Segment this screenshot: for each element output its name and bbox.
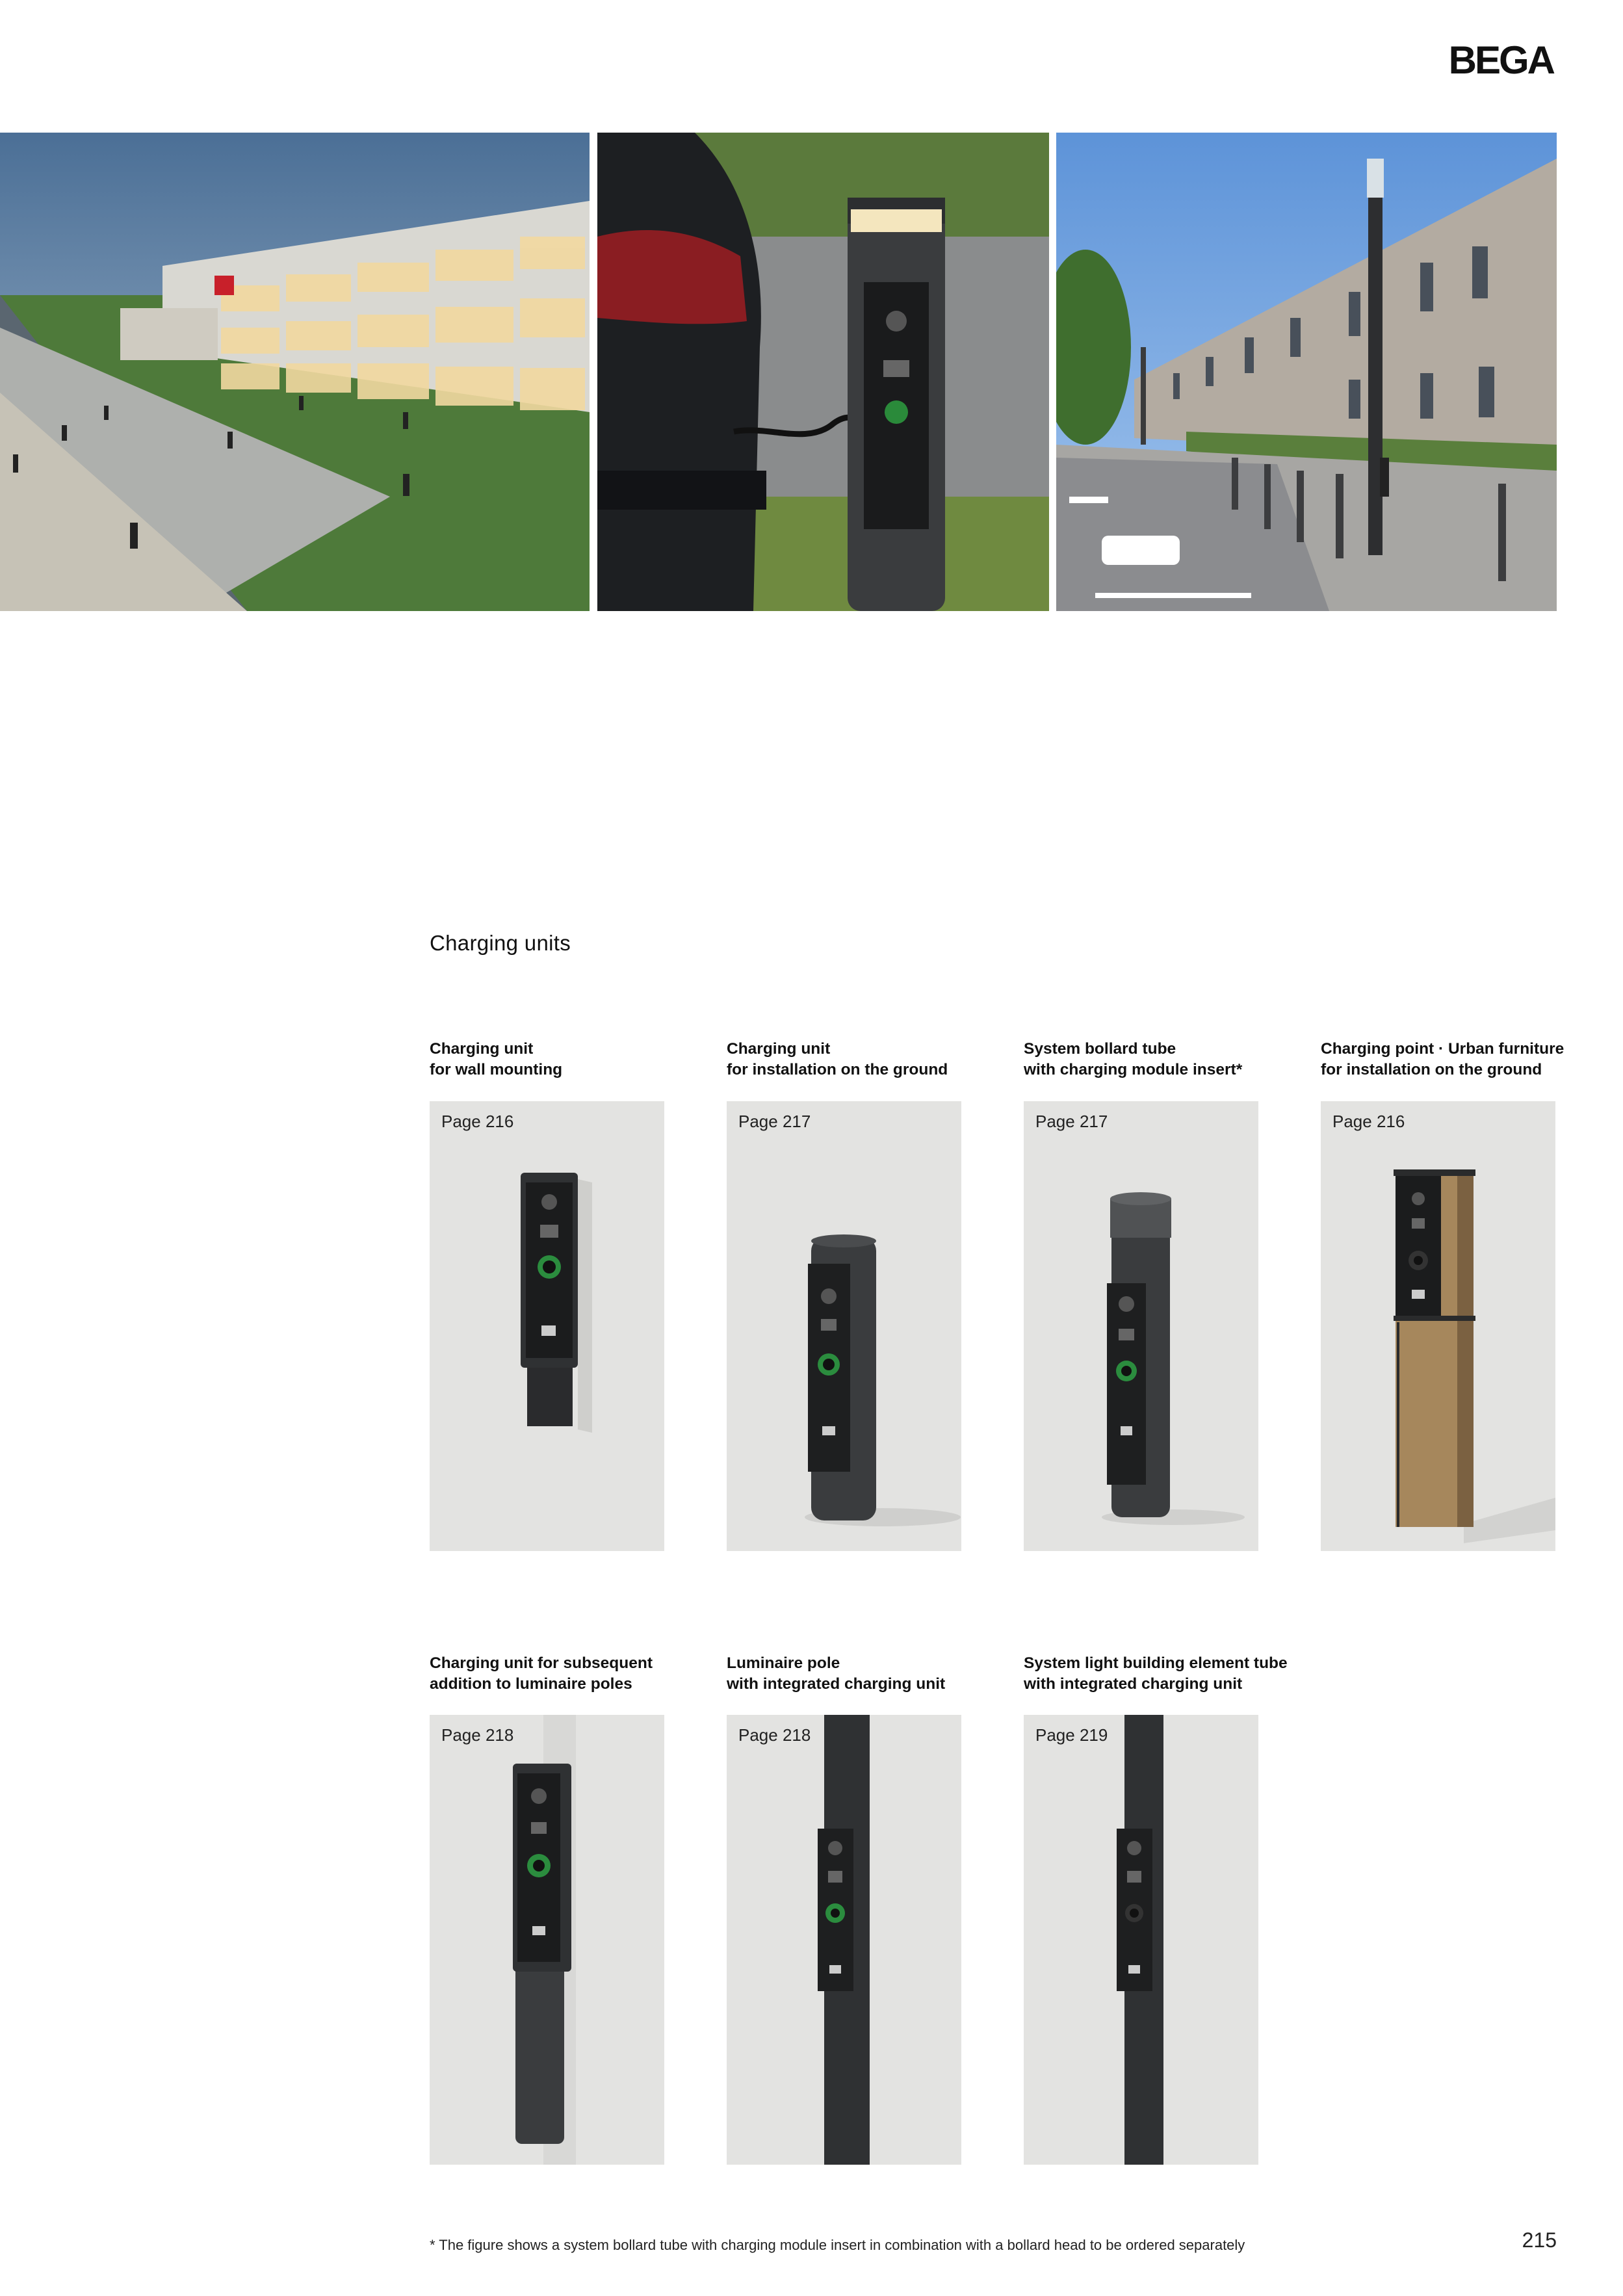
product-title-line: addition to luminaire poles <box>430 1675 632 1693</box>
product-card-luminaire-pole[interactable] <box>727 1715 961 2165</box>
page-reference[interactable]: Page 216 <box>441 1112 514 1131</box>
product-card-bollard-tube[interactable] <box>1024 1101 1258 1551</box>
page-reference[interactable]: Page 218 <box>441 1725 514 1745</box>
section-title: Charging units <box>430 931 571 955</box>
product-title-line: Charging point · Urban furniture <box>1321 1040 1565 1058</box>
page-reference[interactable]: Page 217 <box>1035 1112 1108 1131</box>
product-title-wall-mounting <box>430 1039 703 1080</box>
product-title-line: for wall mounting <box>430 1061 563 1078</box>
page-reference[interactable]: Page 219 <box>1035 1725 1108 1745</box>
product-title-ground <box>727 1039 1000 1080</box>
photo-charging-bollard-car <box>597 133 1049 611</box>
product-title-line: Charging unit for subsequent <box>430 1654 653 1672</box>
product-title-line: with integrated charging unit <box>1024 1675 1243 1693</box>
charging-unit-wall-image <box>430 1101 664 1551</box>
product-title-light-building-element <box>1024 1653 1297 1695</box>
photo-office-building-dusk <box>0 133 590 611</box>
product-card-ground[interactable] <box>727 1101 961 1551</box>
light-building-element-tube-image <box>1024 1715 1258 2165</box>
product-title-line: with integrated charging unit <box>727 1675 946 1693</box>
product-card-luminaire-pole-addition[interactable] <box>430 1715 664 2165</box>
charging-unit-pole-addition-image <box>430 1715 664 2165</box>
photo-street-luminaire-pole <box>1056 133 1557 611</box>
product-title-luminaire-pole <box>727 1653 1000 1695</box>
product-title-line: for installation on the ground <box>727 1061 948 1078</box>
product-title-luminaire-pole-addition <box>430 1653 703 1695</box>
product-card-light-building-element[interactable] <box>1024 1715 1258 2165</box>
footnote: * The figure shows a system bollard tube with charging module insert in combination with a bollard head to be ordered separately <box>430 2237 1245 2253</box>
product-title-line: with charging module insert* <box>1024 1061 1243 1078</box>
brand-logo: BEGA <box>1448 38 1553 82</box>
page-number: 215 <box>1522 2228 1557 2252</box>
product-card-wall-mounting[interactable] <box>430 1101 664 1551</box>
product-title-line: Charging unit <box>727 1040 831 1058</box>
luminaire-pole-image <box>727 1715 961 2165</box>
product-title-urban-furniture <box>1321 1039 1594 1080</box>
charging-unit-ground-image <box>727 1101 961 1551</box>
page-reference[interactable]: Page 218 <box>738 1725 811 1745</box>
page-reference[interactable]: Page 217 <box>738 1112 811 1131</box>
page-reference[interactable]: Page 216 <box>1332 1112 1405 1131</box>
product-title-line: System light building element tube <box>1024 1654 1288 1672</box>
product-title-line: Charging unit <box>430 1040 534 1058</box>
product-title-line: for installation on the ground <box>1321 1061 1542 1078</box>
product-card-urban-furniture[interactable] <box>1321 1101 1555 1551</box>
bollard-tube-image <box>1024 1101 1258 1551</box>
product-title-bollard-tube <box>1024 1039 1297 1080</box>
urban-furniture-charging-point-image <box>1321 1101 1555 1551</box>
product-title-line: System bollard tube <box>1024 1040 1176 1058</box>
product-title-line: Luminaire pole <box>727 1654 840 1672</box>
